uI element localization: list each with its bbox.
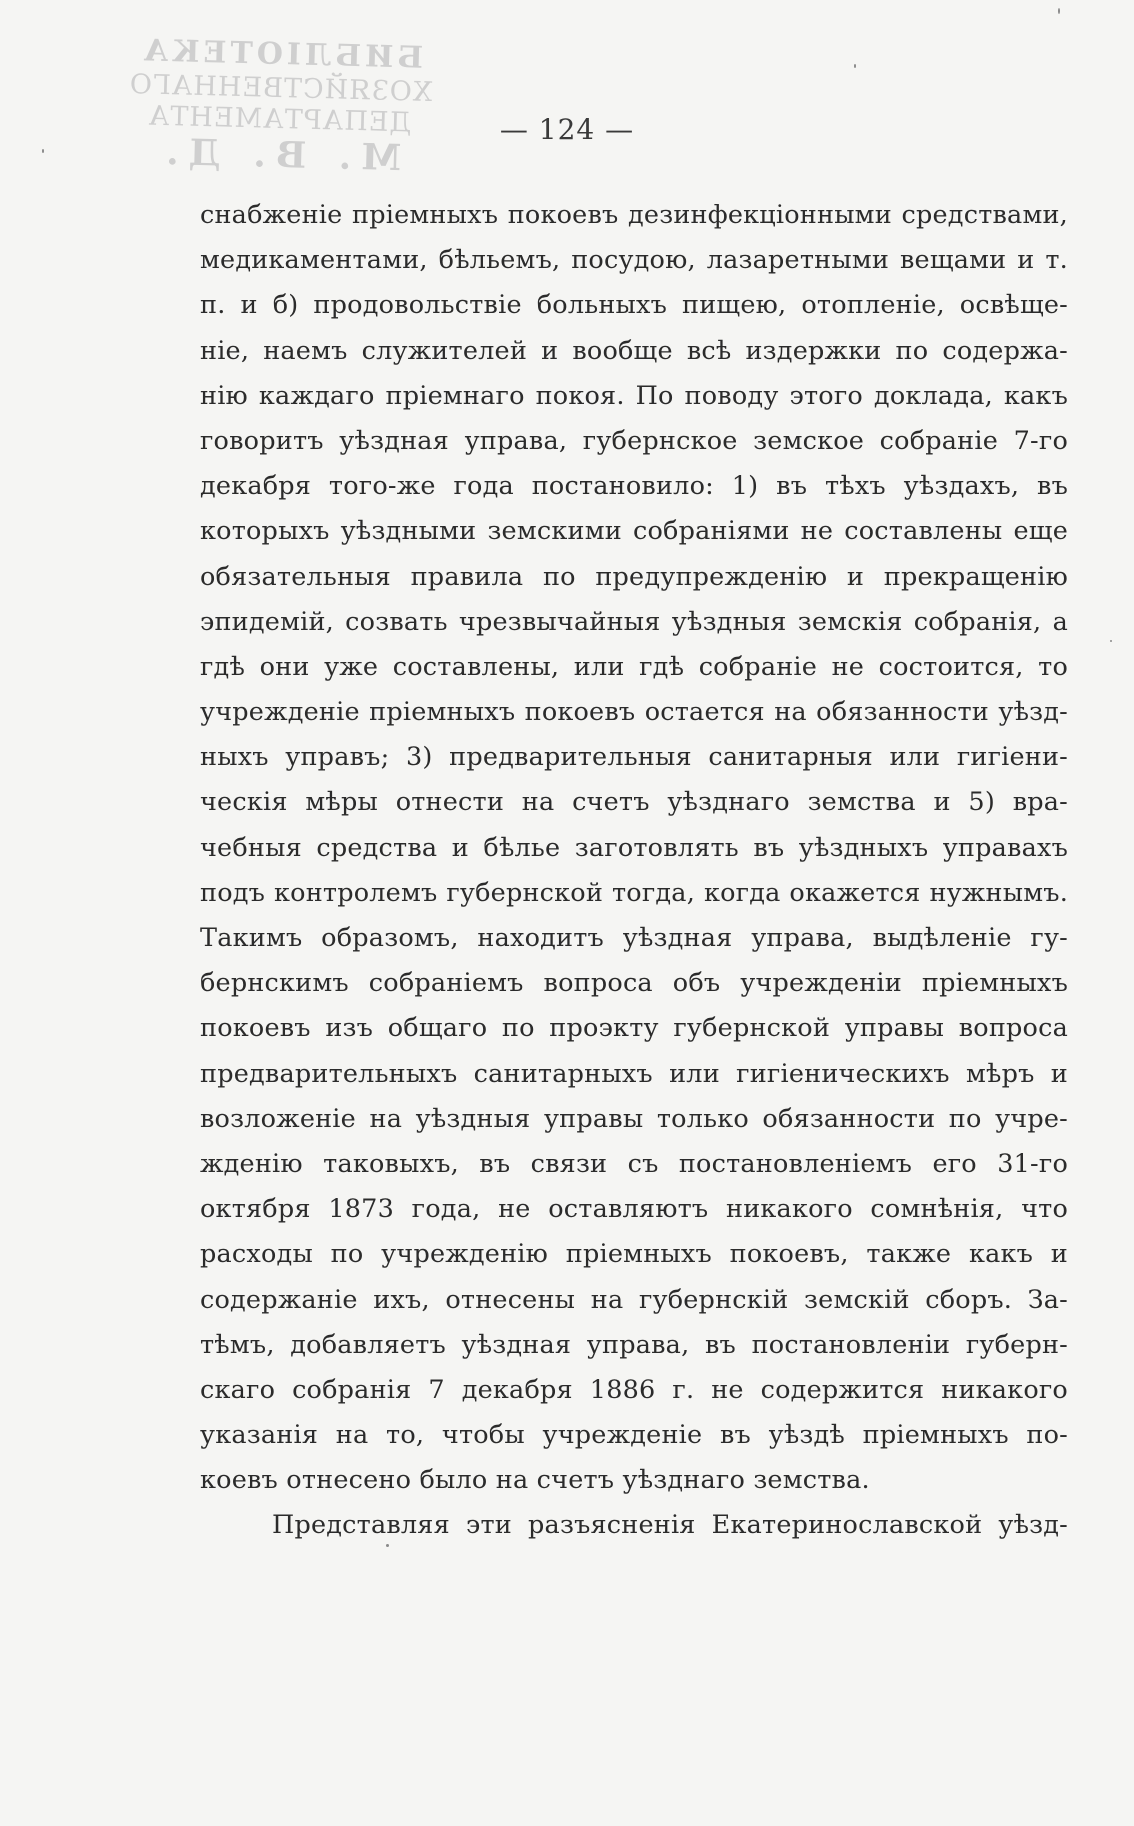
text-line: нію каждаго пріемнаго покоя. По поводу этого доклада, какъ: [200, 380, 1068, 411]
text-line: говоритъ уѣздная управа, губернское земское собраніе 7-го: [200, 425, 1068, 456]
body-text: [200, 193, 1068, 1549]
paper-speck: [386, 1544, 389, 1547]
text-line: расходы по учрежденію пріемныхъ покоевъ, также какъ и: [200, 1239, 1068, 1270]
stamp-line-3: М. В. Д.: [155, 130, 402, 179]
text-line: скаго собранія 7 декабря 1886 г. не содержится никакого: [200, 1374, 1068, 1405]
text-line: гдѣ они уже составлены, или гдѣ собраніе не состоится, то: [200, 651, 1068, 682]
text-line: содержаніе ихъ, отнесены на губернскій земскій сборъ. За-: [200, 1284, 1068, 1315]
paper-speck: [1110, 640, 1112, 642]
text-line: декабря того-же года постановило: 1) въ тѣхъ уѣздахъ, въ: [200, 471, 1068, 502]
text-line: п. и б) продовольствіе больныхъ пищею, отопленіе, освѣще-: [200, 290, 1068, 321]
paper-speck: [1058, 8, 1060, 14]
text-line: которыхъ уѣздными земскими собраніями не составлены еще: [200, 516, 1068, 547]
library-stamp: [118, 34, 442, 180]
text-line: эпидемій, созвать чрезвычайныя уѣздныя земскія собранія, а: [200, 606, 1068, 637]
text-line: бернскимъ собраніемъ вопроса объ учрежденіи пріемныхъ: [200, 968, 1068, 999]
page-number: — 124 —: [499, 113, 635, 146]
text-line: обязательныя правила по предупрежденію и прекращенію: [200, 561, 1068, 592]
text-line: медикаментами, бѣльемъ, посудою, лазаретными вещами и т.: [200, 245, 1068, 276]
text-line-paragraph-start: Представляя эти разъясненія Екатеринославской уѣзд-: [272, 1510, 1068, 1541]
text-line: чебныя средства и бѣлье заготовлять въ уѣздныхъ управахъ: [200, 832, 1068, 863]
text-line: Такимъ образомъ, находитъ уѣздная управа, выдѣленіе гу-: [200, 923, 1068, 953]
text-line: жденію таковыхъ, въ связи съ постановленіемъ его 31-го: [200, 1148, 1068, 1179]
text-line: октября 1873 года, не оставляютъ никакого сомнѣнія, что: [200, 1194, 1068, 1225]
text-line: ныхъ управъ; 3) предварительныя санитарныя или гигіени-: [200, 742, 1068, 773]
text-line: предварительныхъ санитарныхъ или гигіеническихъ мѣръ и: [200, 1058, 1068, 1089]
text-line: подъ контролемъ губернской тогда, когда окажется нужнымъ.: [200, 877, 1068, 908]
text-line: ніе, наемъ служителей и вообще всѣ издержки по содержа-: [200, 335, 1068, 366]
paper-speck: [42, 149, 44, 153]
paper-speck: [854, 64, 856, 68]
text-line: возложеніе на уѣздныя управы только обязанности по учре-: [200, 1103, 1068, 1134]
stamp-line-2: ХОЗЯЙСТВЕННАГО ДЕПАРТАМЕНТА: [128, 68, 433, 138]
text-line: тѣмъ, добавляетъ уѣздная управа, въ постановленіи губерн-: [200, 1329, 1068, 1360]
text-line: указанія на то, чтобы учрежденіе въ уѣздѣ пріемныхъ по-: [200, 1420, 1068, 1451]
text-line: ческія мѣры отнести на счетъ уѣзднаго земства и 5) вра-: [200, 787, 1068, 818]
text-line-paragraph-end: коевъ отнесено было на счетъ уѣзднаго земства.: [200, 1465, 870, 1496]
stamp-line-1: БИБЛІОТЕКА: [139, 33, 424, 76]
text-line: покоевъ изъ общаго по проэкту губернской управы вопроса: [200, 1013, 1068, 1044]
text-line: учрежденіе пріемныхъ покоевъ остается на обязанности уѣзд-: [200, 697, 1068, 728]
text-line: снабженіе пріемныхъ покоевъ дезинфекціонными средствами,: [200, 200, 1068, 230]
